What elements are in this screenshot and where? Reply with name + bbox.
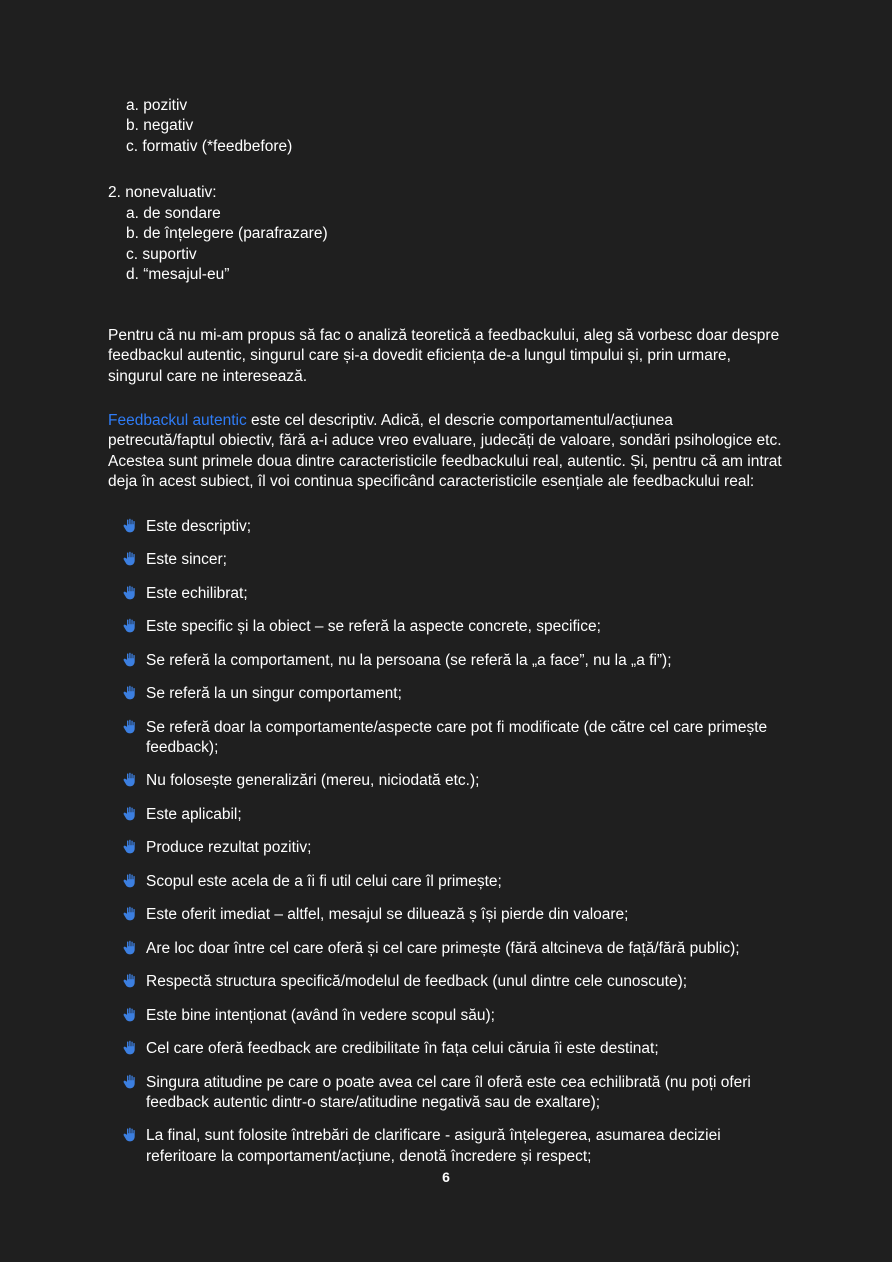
hand-pointer-icon: [122, 551, 136, 567]
spacer: [108, 286, 784, 326]
hand-pointer-icon: [122, 685, 136, 701]
list-item: [108, 584, 784, 604]
list-item-label: Se referă doar la comportamente/aspecte care pot fi modificate (de către cel care primește feedback);: [146, 718, 768, 756]
list-item: [108, 838, 784, 858]
list-item-label: Singura atitudine pe care o poate avea cel care îl oferă este cea echilibrată (nu poți oferi feedback autentic dintr-o stare/atitudine negativă sau de exaltare);: [146, 1073, 751, 1111]
hand-pointer-icon: [122, 772, 136, 788]
hand-pointer-icon: [122, 585, 136, 601]
hand-pointer-icon: [122, 1007, 136, 1023]
list-item-label: Produce rezultat pozitiv;: [146, 839, 312, 857]
list-item: [108, 1006, 784, 1026]
list-item-label: Este descriptiv;: [146, 517, 252, 535]
numbered-item-2: 2. nonevaluativ:: [108, 184, 217, 202]
hand-pointer-icon: [122, 1074, 136, 1090]
list-item: [108, 771, 784, 791]
list-item: [108, 517, 784, 537]
list-item: b. de înțelegere (parafrazare): [126, 225, 328, 243]
hand-pointer-icon: [122, 518, 136, 534]
list-item-label: Este sincer;: [146, 551, 227, 569]
characteristics-list: [108, 517, 784, 1168]
list-item: a. de sondare: [126, 204, 221, 222]
hand-pointer-icon: [122, 1040, 136, 1056]
list-item-label: La final, sunt folosite întrebări de clarificare - asigură înțelegerea, asumarea deciziei referitoare la comportament/acțiune, denotă încredere și respect;: [146, 1127, 721, 1165]
sub-list-evaluativ: [108, 96, 784, 157]
list-item-label: Respectă structura specifică/modelul de feedback (unul dintre cele cunoscute);: [146, 973, 688, 991]
paragraph-intro: Pentru că nu mi-am propus să fac o analiză teoretică a feedbackului, aleg să vorbesc doar despre feedbackul autentic, singurul care și-a dovedit eficiența de-a lungul timpului și, prin urmare, singurul care ne interesează.: [108, 326, 780, 385]
hand-pointer-icon: [122, 906, 136, 922]
list-item: [108, 905, 784, 925]
list-item: c. formativ (*feedbefore): [126, 137, 293, 155]
hand-pointer-icon: [122, 940, 136, 956]
spacer: [108, 493, 784, 517]
list-item: [108, 718, 784, 759]
list-item: [108, 1039, 784, 1059]
sub-list-nonevaluativ: [108, 204, 784, 286]
list-item-label: Este aplicabil;: [146, 805, 242, 823]
list-item-label: Este echilibrat;: [146, 584, 248, 602]
hand-pointer-icon: [122, 973, 136, 989]
hand-pointer-icon: [122, 839, 136, 855]
list-item-label: Este specific și la obiect – se referă la aspecte concrete, specifice;: [146, 618, 601, 636]
list-item-label: Se referă la comportament, nu la persoana (se referă la „a face”, nu la „a fi”);: [146, 651, 672, 669]
highlight-term: Feedbackul autentic: [108, 411, 247, 429]
list-item: [108, 972, 784, 992]
list-item: [108, 805, 784, 825]
list-item-label: Are loc doar între cel care oferă și cel care primește (fără altcineva de față/fără public);: [146, 939, 740, 957]
paragraph-autentic: [108, 411, 784, 493]
list-item: b. negativ: [126, 117, 194, 135]
hand-pointer-icon: [122, 873, 136, 889]
list-item: [108, 1073, 784, 1114]
list-item-label: Este bine intenționat (având în vedere scopul său);: [146, 1006, 495, 1024]
hand-pointer-icon: [122, 806, 136, 822]
hand-pointer-icon: [122, 719, 136, 735]
list-item: [108, 550, 784, 570]
list-item-label: Se referă la un singur comportament;: [146, 685, 402, 703]
page-number: 6: [442, 1169, 450, 1185]
list-item: d. “mesajul-eu”: [126, 266, 230, 284]
list-item: [108, 684, 784, 704]
list-item-label: Scopul este acela de a îi fi util celui care îl primește;: [146, 872, 502, 890]
list-item: a. pozitiv: [126, 97, 188, 114]
spacer: [108, 387, 784, 411]
list-item-label: Cel care oferă feedback are credibilitate în fața celui căruia îi este destinat;: [146, 1040, 659, 1058]
hand-pointer-icon: [122, 618, 136, 634]
list-item-label: Este oferit imediat – altfel, mesajul se diluează ș își pierde din valoare;: [146, 906, 629, 924]
list-item: [108, 872, 784, 892]
list-item: [108, 617, 784, 637]
list-item: c. suportiv: [126, 245, 197, 263]
paragraph-autentic-text: este cel descriptiv. Adică, el descrie comportamentul/acțiunea petrecută/faptul obiectiv, fără a-i aduce vreo evaluare, judecăți de valoare, sondări psihologice etc. Acestea sunt primele doua dintre caracteristicile feedbackului real, autentic. Și, pentru că am intrat deja în acest subiect, îl voi continua specificând caracteristicile esențiale ale feedbackului real:: [108, 411, 782, 491]
spacer: [108, 157, 784, 183]
hand-pointer-icon: [122, 652, 136, 668]
list-item: [108, 1126, 784, 1167]
list-item-label: Nu folosește generalizări (mereu, niciodată etc.);: [146, 772, 480, 790]
list-item: [108, 939, 784, 959]
list-item: [108, 651, 784, 671]
hand-pointer-icon: [122, 1127, 136, 1143]
